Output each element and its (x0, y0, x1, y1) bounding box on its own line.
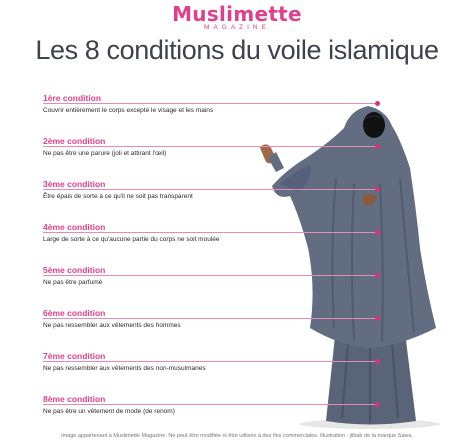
brand-logo: Muslimette (172, 2, 302, 26)
connector-line (43, 404, 378, 405)
condition-description: Couvrir entièrement le corps excepté le visage et les mains (43, 107, 214, 114)
condition-item (43, 308, 403, 330)
connector-dot (375, 187, 380, 192)
condition-item (43, 179, 403, 201)
condition-title: 1ère condition (43, 93, 102, 103)
condition-item (43, 222, 403, 244)
condition-description: Large de sorte à ce qu'aucune partie du corps ne soit moulée (43, 236, 220, 243)
connector-line (43, 361, 378, 362)
condition-title: 7ème condition (43, 351, 106, 361)
connector-line (43, 146, 378, 147)
condition-description: Ne pas être parfumé (43, 279, 103, 286)
page-title: Les 8 conditions du voile islamique (35, 35, 439, 65)
condition-description: Être épais de sorte à ce qu'il ne soit pas transparent (43, 193, 193, 200)
connector-dot (375, 230, 380, 235)
condition-item (43, 93, 403, 115)
condition-item (43, 265, 403, 287)
condition-title: 8ème condition (43, 394, 106, 404)
connector-line (43, 318, 378, 319)
condition-title: 3ème condition (43, 179, 106, 189)
condition-title: 6ème condition (43, 308, 106, 318)
connector-line (43, 275, 378, 276)
condition-title: 2ème condition (43, 136, 106, 146)
condition-description: Ne pas ressembler aux vêtements des non-musulmanes (43, 365, 206, 372)
connector-dot (375, 101, 380, 106)
connector-dot (375, 316, 380, 321)
connector-line (43, 189, 378, 190)
connector-dot (375, 359, 380, 364)
condition-description: Ne pas être un vêtement de mode (de renom) (43, 408, 175, 415)
condition-title: 4ème condition (43, 222, 106, 232)
condition-item (43, 136, 403, 158)
connector-line (43, 103, 378, 104)
connector-dot (375, 144, 380, 149)
copyright-footer: Image appartenant à Muslimette Magazine. Ne peut être modifiée ni être utilisée à des fins commerciales. Illustration : jilbab de la marque Sawa. (61, 433, 413, 439)
connector-line (43, 232, 378, 233)
connector-dot (375, 273, 380, 278)
condition-description: Ne pas être une parure (joli et attirant l'œil) (43, 150, 167, 157)
condition-item (43, 394, 403, 416)
connector-dot (375, 402, 380, 407)
condition-item (43, 351, 403, 373)
condition-title: 5ème condition (43, 265, 106, 275)
brand-subtitle: MAGAZINE (204, 24, 270, 31)
condition-description: Ne pas ressembler aux vêtements des hommes (43, 322, 181, 329)
